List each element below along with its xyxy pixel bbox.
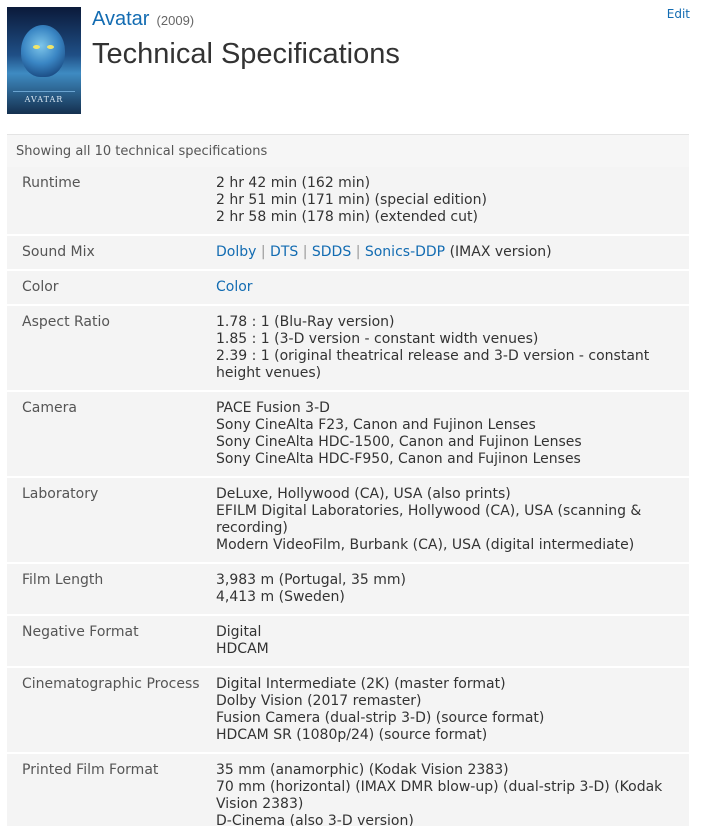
spec-row-color [7,270,689,305]
spec-value [201,615,689,667]
spec-value [201,753,689,826]
spec-value-line: 2.39 : 1 (original theatrical release and 3-D version - constant height venues) [216,348,650,381]
spec-value-line: HDCAM [216,641,269,657]
spec-value-line: EFILM Digital Laboratories, Hollywood (CA), USA (scanning & recording) [216,503,642,536]
spec-label: Aspect Ratio [22,314,110,330]
spec-value-line: Digital Intermediate (2K) (master format) [216,676,506,692]
spec-value-line: 4,413 m (Sweden) [216,589,345,605]
spec-value-line: 2 hr 42 min (162 min) [216,175,371,191]
spec-value-line: DeLuxe, Hollywood (CA), USA (also prints) [216,486,511,502]
spec-label: Sound Mix [22,244,95,260]
spec-value-line: Digital [216,624,262,640]
spec-value-line: Fusion Camera (dual-strip 3-D) (source format) [216,710,545,726]
poster-title-text: AVATAR [24,95,64,104]
spec-value-line: Sony CineAlta HDC-F950, Canon and Fujinon Lenses [216,451,581,467]
spec-value-line: Sony CineAlta F23, Canon and Fujinon Lenses [216,417,536,433]
spec-value-line: Modern VideoFilm, Burbank (CA), USA (digital intermediate) [216,537,635,553]
spec-value [201,477,689,563]
spec-value-line: 3,983 m (Portugal, 35 mm) [216,572,406,588]
spec-value [201,305,689,391]
spec-value-line: 1.78 : 1 (Blu-Ray version) [216,314,395,330]
spec-value [201,667,689,753]
spec-row-cinematographic-process [7,667,689,753]
sound-mix-link-dts[interactable]: DTS [270,244,299,260]
movie-year: (2009) [156,13,195,28]
spec-value-line: Sony CineAlta HDC-1500, Canon and Fujinon Lenses [216,434,582,450]
spec-value-line: PACE Fusion 3-D [216,400,330,416]
sound-mix-link-sonics-ddp[interactable]: Sonics-DDP [364,244,446,260]
spec-value-line: 2 hr 51 min (171 min) (special edition) [216,192,487,208]
spec-row-camera [7,391,689,477]
spec-value-line: 1.85 : 1 (3-D version - constant width venues) [216,331,539,347]
movie-title-link[interactable]: Avatar [92,8,150,30]
sound-mix-link-dolby[interactable]: Dolby [216,244,257,260]
spec-value [201,391,689,477]
page-header [0,0,701,120]
sound-mix-link-sdds[interactable]: SDDS [311,244,352,260]
poster-face-image [21,25,65,77]
edit-link[interactable]: Edit [666,7,690,21]
spec-value-line: Dolby Vision (2017 remaster) [216,693,422,709]
spec-label: Cinematographic Process [22,676,200,692]
tech-specs-section [7,134,689,826]
spec-label: Printed Film Format [22,762,159,778]
spec-row-film-length [7,563,689,615]
spec-label: Runtime [22,175,81,191]
movie-poster[interactable] [7,7,81,114]
specs-count-summary: Showing all 10 technical specifications [7,134,689,167]
link-separator: | [302,244,308,260]
spec-value [201,270,689,305]
spec-value [201,167,689,235]
spec-row-sound-mix [7,235,689,270]
spec-label: Negative Format [22,624,139,640]
spec-label: Color [22,279,59,295]
spec-row-aspect-ratio [7,305,689,391]
spec-row-negative-format [7,615,689,667]
sound-mix-note: (IMAX version) [449,244,552,260]
page-title: Technical Specifications [92,38,400,70]
spec-value-line: 70 mm (horizontal) (IMAX DMR blow-up) (dual-strip 3-D) (Kodak Vision 2383) [216,779,663,812]
spec-label: Film Length [22,572,104,588]
spec-row-runtime [7,167,689,235]
spec-row-printed-film-format [7,753,689,826]
spec-value [201,235,689,270]
spec-value-line: 2 hr 58 min (178 min) (extended cut) [216,209,478,225]
specs-table [7,167,689,826]
spec-value-line: 35 mm (anamorphic) (Kodak Vision 2383) [216,762,509,778]
spec-value-line: D-Cinema (also 3-D version) [216,813,414,826]
movie-heading [92,8,194,31]
spec-label: Camera [22,400,77,416]
spec-value [201,563,689,615]
spec-value-line: HDCAM SR (1080p/24) (source format) [216,727,488,743]
link-separator: | [260,244,266,260]
link-separator: | [355,244,361,260]
color-link[interactable]: Color [216,279,253,295]
spec-label: Laboratory [22,486,99,502]
spec-row-laboratory [7,477,689,563]
